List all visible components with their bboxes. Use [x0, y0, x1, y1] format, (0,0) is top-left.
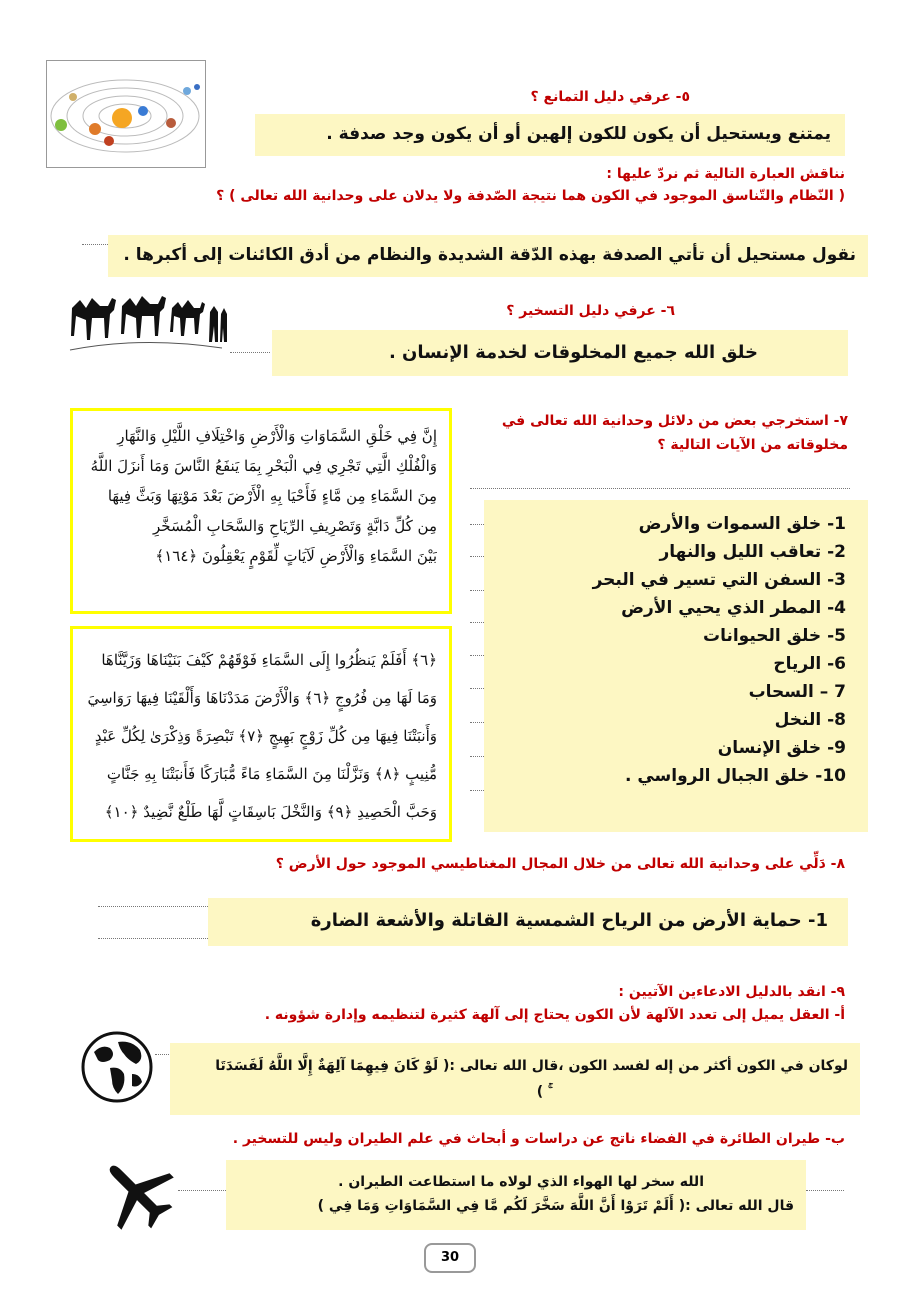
discuss-title: نناقش العبارة التالية ثم نردّ عليها : [606, 166, 845, 182]
q6-answer: خلق الله جميع المخلوقات لخدمة الإنسان . [388, 342, 758, 363]
verse-line: وَالْفُلْكِ الَّتِي تَجْرِي فِي الْبَحْرِ بِمَا يَنفَعُ النَّاسَ وَمَا أَنزَلَ اللَّهُ [90, 457, 437, 475]
verse-line: وَمَا لَهَا مِن فُرُوجٍ ﴿٦﴾ وَالْأَرْضَ مَدَدْنَاهَا وَأَلْقَيْنَا فِيهَا رَوَاسِيَ [87, 689, 437, 707]
verse-box-2 [70, 626, 452, 842]
q9b-answer-line2: قال الله تعالى :( أَلَمْ تَرَوْا أَنَّ اللَّهَ سَخَّرَ لَكُم مَّا فِي السَّمَاوَاتِ وَمَا فِي ) [317, 1198, 794, 1214]
q7-title-line2: مخلوقاته من الآيات التالية ؟ [657, 437, 848, 453]
verse-line: وَأَنبَتْنَا فِيهَا مِن كُلِّ زَوْجٍ بَهِيجٍ ﴿٧﴾ تَبْصِرَةً وَذِكْرَىٰ لِكُلِّ عَبْدٍ [94, 727, 437, 745]
q7-title-line1: ٧- استخرجي بعض من دلائل وحدانية الله تعالى في [501, 413, 848, 429]
page-number: 30 [424, 1243, 476, 1273]
camel-caravan-image [62, 286, 230, 354]
q5-answer: يمتنع ويستحيل أن يكون للكون إلهين أو أن يكون وجد صدفة . [326, 124, 831, 144]
discuss-answer-box [108, 235, 868, 277]
verse-line: مُّنِيبٍ ﴿٨﴾ وَنَزَّلْنَا مِنَ السَّمَاءِ مَاءً مُّبَارَكًا فَأَنبَتْنَا بِهِ جَنَّاتٍ [106, 765, 437, 783]
q7-list-item: 6- الرياح [773, 654, 846, 674]
q7-list-item: 10- خلق الجبال الرواسي . [624, 766, 846, 786]
q7-answer-box [484, 500, 868, 832]
q5-answer-box [255, 114, 845, 156]
q9b-answer-line1: الله سخر لها الهواء الذي لولاه ما استطاعت الطيران . [338, 1174, 704, 1190]
camel-silhouette [62, 286, 230, 354]
dotted-line [178, 1190, 226, 1191]
dotted-line [230, 352, 270, 353]
q7-list-item: 8- النخل [774, 710, 846, 730]
discuss-answer: نقول مستحيل أن تأتي الصدفة بهذه الدّقة الشديدة والنظام من أدق الكائنات إلى أكبرها . [123, 245, 856, 265]
q7-list-item: 7 – السحاب [748, 682, 846, 702]
verse-line: إِنَّ فِي خَلْقِ السَّمَاوَاتِ وَالْأَرْضِ وَاخْتِلَافِ اللَّيْلِ وَالنَّهَارِ [117, 427, 437, 445]
discuss-statement: ( النّظام والتّناسق الموجود في الكون هما نتيجة الصّدفة ولا يدلان على وحدانية الله تعالى ) ؟ [216, 188, 845, 204]
verse-box-1 [70, 408, 452, 614]
globe-image [80, 1030, 154, 1104]
q5-title: ٥- عرفي دليل التمانع ؟ [530, 89, 690, 105]
solar-system-illustration [47, 61, 205, 167]
q9b-answer-box [226, 1160, 806, 1230]
verse-line: وَحَبَّ الْحَصِيدِ ﴿٩﴾ وَالنَّخْلَ بَاسِقَاتٍ لَّهَا طَلْعٌ نَّضِيدٌ ﴿١٠﴾ [104, 803, 437, 821]
q7-list-item: 4- المطر الذي يحيي الأرض [621, 598, 846, 618]
dotted-line [470, 488, 850, 489]
solar-system-image [46, 60, 206, 168]
q9a-answer-line2: ۚ ) [536, 1084, 548, 1100]
q8-title: ٨- دَلِّي على وحدانية الله تعالى من خلال المجال المغناطيسي الموجود حول الأرض ؟ [275, 856, 845, 872]
q8-answer-box [208, 898, 848, 946]
q7-list-item: 2- تعاقب الليل والنهار [659, 542, 846, 562]
dotted-line [806, 1190, 844, 1191]
q9a-answer-line1: لوكان في الكون أكثر من إله لفسد الكون ،قال الله تعالى :( لَوْ كَانَ فِيهِمَا آلِهَةٌ إِلَّا اللَّهُ لَفَسَدَتَا [215, 1058, 848, 1074]
verse-line: ﴿٦﴾ أَفَلَمْ يَنظُرُوا إِلَى السَّمَاءِ فَوْقَهُمْ كَيْفَ بَنَيْنَاهَا وَزَيَّنَّاهَا [101, 651, 437, 669]
dotted-line [98, 906, 208, 907]
q9-title: ٩- انقد بالدليل الادعاءين الآتيين : [618, 984, 845, 1000]
q9a-claim: أ- العقل يميل إلى تعدد الآلهة لأن الكون يحتاج إلى آلهة كثيرة لتنظيمه وإدارة شؤونه . [264, 1007, 845, 1023]
globe-icon [80, 1030, 154, 1104]
q7-list-item: 5- خلق الحيوانات [703, 626, 846, 646]
verse-line: بَيْنَ السَّمَاءِ وَالْأَرْضِ لَآيَاتٍ لِّقَوْمٍ يَعْقِلُونَ ﴿١٦٤﴾ [155, 547, 437, 565]
q9b-claim: ب- طيران الطائرة في الفضاء ناتج عن دراسات و أبحاث في علم الطيران وليس للتسخير . [232, 1131, 845, 1147]
airplane-icon [96, 1152, 178, 1234]
q6-title: ٦- عرفي دليل التسخير ؟ [506, 303, 675, 319]
verse-line: مِنَ السَّمَاءِ مِن مَّاءٍ فَأَحْيَا بِهِ الْأَرْضَ بَعْدَ مَوْتِهَا وَبَثَّ فِيهَا [107, 487, 437, 505]
q6-answer-box [272, 330, 848, 376]
q7-list-item: 1- خلق السموات والأرض [638, 514, 846, 534]
q8-answer: 1- حماية الأرض من الرياح الشمسية القاتلة والأشعة الضارة [310, 910, 828, 931]
airplane-image [96, 1152, 178, 1234]
q7-list-item: 3- السفن التي تسير في البحر [592, 570, 846, 590]
dotted-line [98, 938, 208, 939]
verse-line: مِن كُلِّ دَابَّةٍ وَتَصْرِيفِ الرِّيَاحِ وَالسَّحَابِ الْمُسَخَّرِ [153, 517, 437, 535]
q9a-answer-box [170, 1043, 860, 1115]
q7-list-item: 9- خلق الإنسان [717, 738, 846, 758]
